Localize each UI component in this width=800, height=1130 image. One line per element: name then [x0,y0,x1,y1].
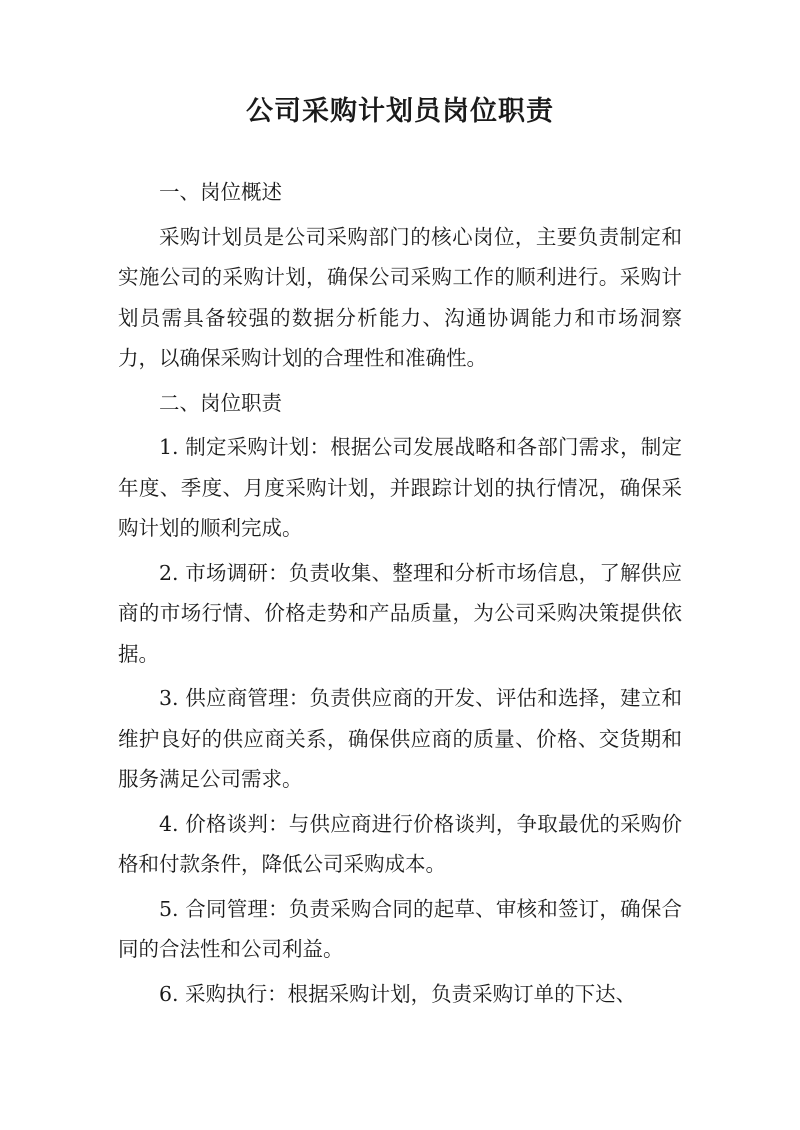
duty-item-contract: 5. 合同管理：负责采购合同的起草、审核和签订，确保合同的合法性和公司利益。 [118,896,682,961]
duty-item-execution: 6. 采购执行：根据采购计划，负责采购订单的下达、 [159,981,637,1006]
section-heading-duties: 二、岗位职责 [159,390,282,415]
section-heading-overview: 一、岗位概述 [159,180,282,204]
duty-item-plan: 1. 制定采购计划：根据公司发展战略和各部门需求，制定年度、季度、月度采购计划，并跟踪计划的执行情况，确保采购计划的顺利完成。 [118,435,682,540]
document-title: 公司采购计划员岗位职责 [246,96,554,127]
duty-item-research: 2. 市场调研：负责收集、整理和分析市场信息，了解供应商的市场行情、价格走势和产品质量，为公司采购决策提供依据。 [118,560,682,666]
duty-item-negotiation: 4. 价格谈判：与供应商进行价格谈判，争取最优的采购价格和付款条件，降低公司采购成本。 [118,811,682,876]
duty-item-supplier: 3. 供应商管理：负责供应商的开发、评估和选择，建立和维护良好的供应商关系，确保供应商的质量、价格、交货期和服务满足公司需求。 [118,686,682,791]
overview-paragraph: 采购计划员是公司采购部门的核心岗位，主要负责制定和实施公司的采购计划，确保公司采购工作的顺利进行。采购计划员需具备较强的数据分析能力、沟通协调能力和市场洞察力，以确保采购计划的合理性和准确性。 [118,224,682,370]
